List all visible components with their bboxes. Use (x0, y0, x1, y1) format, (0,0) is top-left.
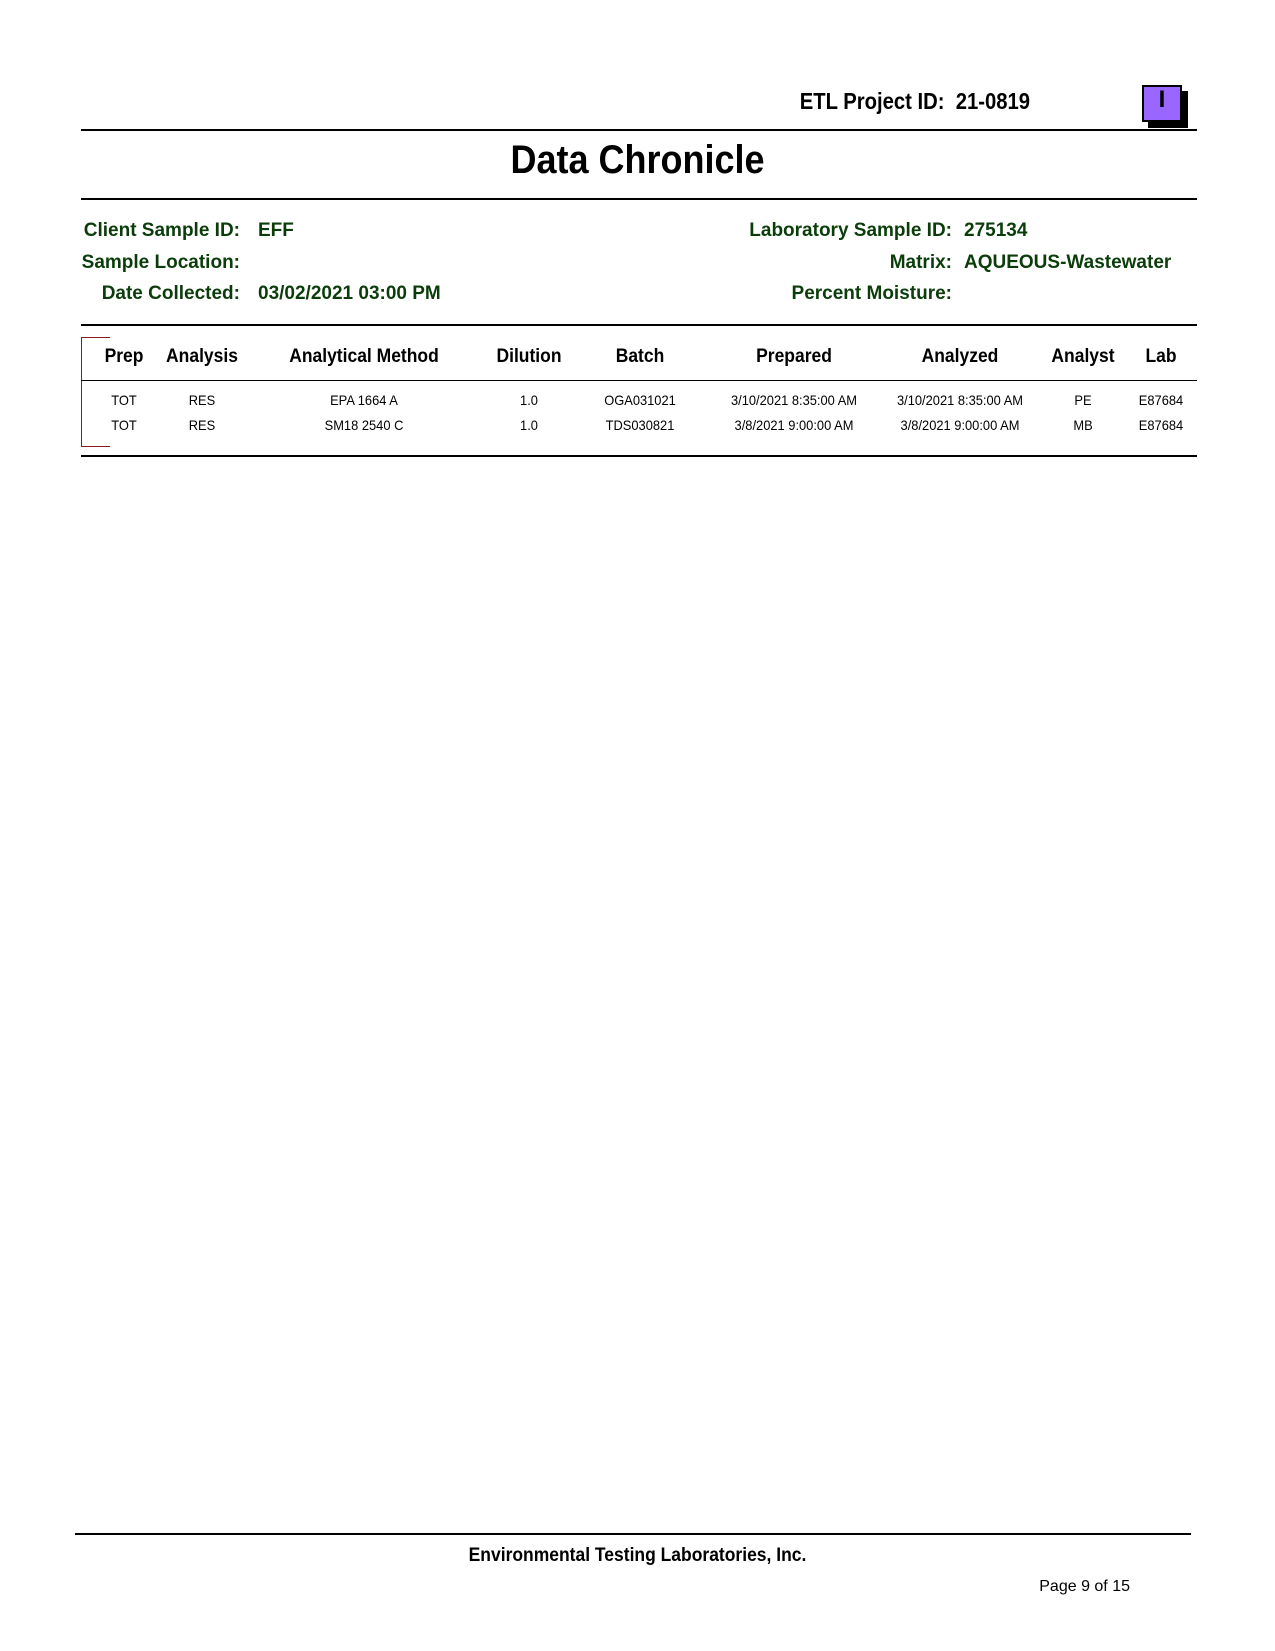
cell-method: SM18 2540 C (324, 417, 404, 433)
page-title: Data Chronicle (510, 138, 765, 182)
page-number: Page 9 of 15 (1039, 1578, 1130, 1595)
cell-analyst: MB (1073, 417, 1093, 433)
title-divider (81, 198, 1197, 200)
cell-prep: TOT (111, 392, 137, 408)
cell-batch: OGA031021 (604, 392, 676, 408)
cell-prepared: 3/10/2021 8:35:00 AM (730, 392, 858, 408)
cell-lab: E87684 (1138, 417, 1184, 433)
cell-prepared: 3/8/2021 9:00:00 AM (734, 417, 854, 433)
col-header-analyst: Analyst (1051, 346, 1115, 367)
col-header-method: Analytical Method (289, 346, 439, 367)
cell-analyst: PE (1074, 392, 1092, 408)
cell-dilution: 1.0 (520, 417, 538, 433)
footer-divider (75, 1533, 1191, 1535)
percent-moisture-label: Percent Moisture: (791, 283, 952, 304)
cell-lab: E87684 (1138, 392, 1184, 408)
col-header-analysis: Analysis (166, 346, 238, 367)
table-bottom-divider (81, 455, 1197, 457)
date-collected-label: Date Collected: (101, 283, 240, 304)
project-id (652, 88, 1030, 115)
cell-batch: TDS030821 (605, 417, 675, 433)
table-header-divider (81, 380, 1197, 381)
col-header-analyzed: Analyzed (921, 346, 999, 367)
footer-company: Environmental Testing Laboratories, Inc. (468, 1545, 807, 1566)
cell-analysis: RES (188, 392, 216, 408)
cell-analyzed: 3/8/2021 9:00:00 AM (900, 417, 1020, 433)
col-header-prepared: Prepared (756, 346, 832, 367)
cell-analysis: RES (188, 417, 216, 433)
sample-location-label: Sample Location: (81, 252, 240, 273)
client-sample-id-value: EFF (258, 220, 294, 241)
col-header-lab: Lab (1145, 346, 1177, 367)
col-header-batch: Batch (615, 346, 665, 367)
matrix-value: AQUEOUS-Wastewater (964, 252, 1172, 273)
col-header-prep: Prep (104, 346, 144, 367)
date-collected-value: 03/02/2021 03:00 PM (258, 283, 441, 304)
lab-sample-id-label: Laboratory Sample ID: (749, 220, 952, 241)
lab-sample-id-value: 275134 (964, 220, 1028, 241)
info-divider (81, 324, 1197, 326)
matrix-label: Matrix: (889, 252, 952, 273)
client-sample-id-label: Client Sample ID: (83, 220, 240, 241)
section-badge (1142, 85, 1182, 122)
section-badge-letter: I (1158, 86, 1166, 113)
header-divider (81, 129, 1197, 131)
cell-analyzed: 3/10/2021 8:35:00 AM (896, 392, 1024, 408)
project-id-label: ETL Project ID: (799, 88, 945, 114)
cell-prep: TOT (111, 417, 137, 433)
cell-method: EPA 1664 A (330, 392, 398, 408)
cell-dilution: 1.0 (520, 392, 538, 408)
project-id-value: 21-0819 (955, 88, 1030, 114)
col-header-dilution: Dilution (496, 346, 562, 367)
